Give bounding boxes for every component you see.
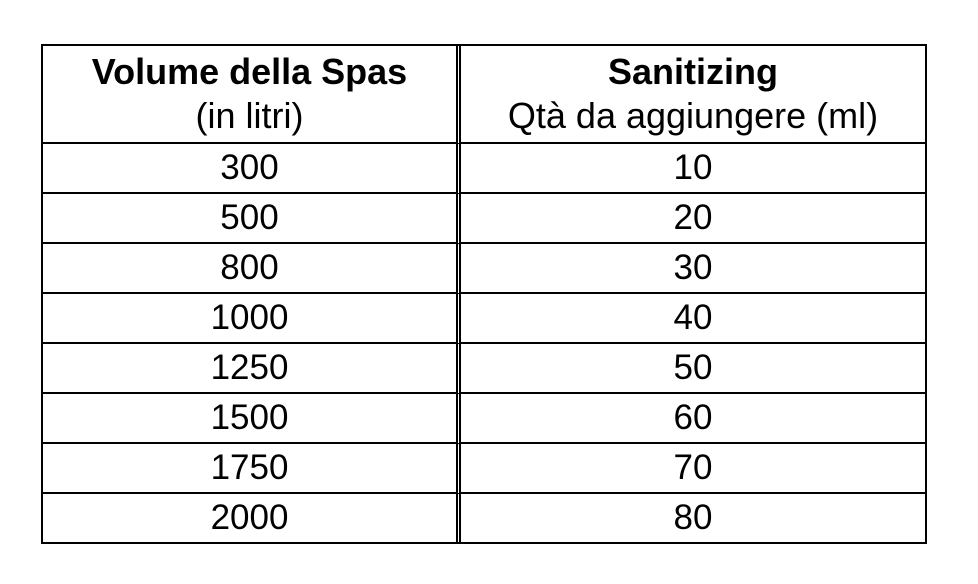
table-row bbox=[43, 494, 925, 542]
volume-cell: 2000 bbox=[43, 494, 461, 542]
volume-cell: 1250 bbox=[43, 344, 461, 394]
table-row bbox=[43, 244, 925, 294]
quantity-cell: 70 bbox=[461, 444, 925, 494]
quantity-cell: 60 bbox=[461, 394, 925, 444]
table-row bbox=[43, 394, 925, 444]
header-sanitizing-subtitle: Qtà da aggiungere (ml) bbox=[507, 95, 879, 136]
volume-cell: 1500 bbox=[43, 394, 461, 444]
quantity-cell: 30 bbox=[461, 244, 925, 294]
table-header bbox=[43, 46, 925, 144]
table-row bbox=[43, 444, 925, 494]
header-volume bbox=[43, 46, 461, 144]
quantity-cell: 40 bbox=[461, 294, 925, 344]
volume-cell: 500 bbox=[43, 194, 461, 244]
table-row bbox=[43, 194, 925, 244]
quantity-cell: 80 bbox=[673, 498, 713, 537]
table-row bbox=[43, 294, 925, 344]
quantity-cell: 10 bbox=[461, 144, 925, 194]
volume-cell: 1000 bbox=[43, 294, 461, 344]
volume-cell: 300 bbox=[43, 144, 461, 194]
table-body bbox=[43, 144, 925, 542]
quantity-cell: 50 bbox=[461, 344, 925, 394]
header-volume-title: Volume della Spas bbox=[91, 51, 408, 92]
table-row bbox=[43, 144, 925, 194]
volume-cell: 800 bbox=[43, 244, 461, 294]
volume-cell: 1750 bbox=[43, 444, 461, 494]
quantity-cell: 20 bbox=[461, 194, 925, 244]
table-row bbox=[43, 344, 925, 394]
header-sanitizing-title: Sanitizing bbox=[608, 51, 778, 92]
dosage-table bbox=[41, 44, 927, 544]
header-row bbox=[43, 46, 925, 144]
header-volume-subtitle: (in litri) bbox=[195, 95, 304, 136]
header-sanitizing bbox=[461, 46, 925, 144]
